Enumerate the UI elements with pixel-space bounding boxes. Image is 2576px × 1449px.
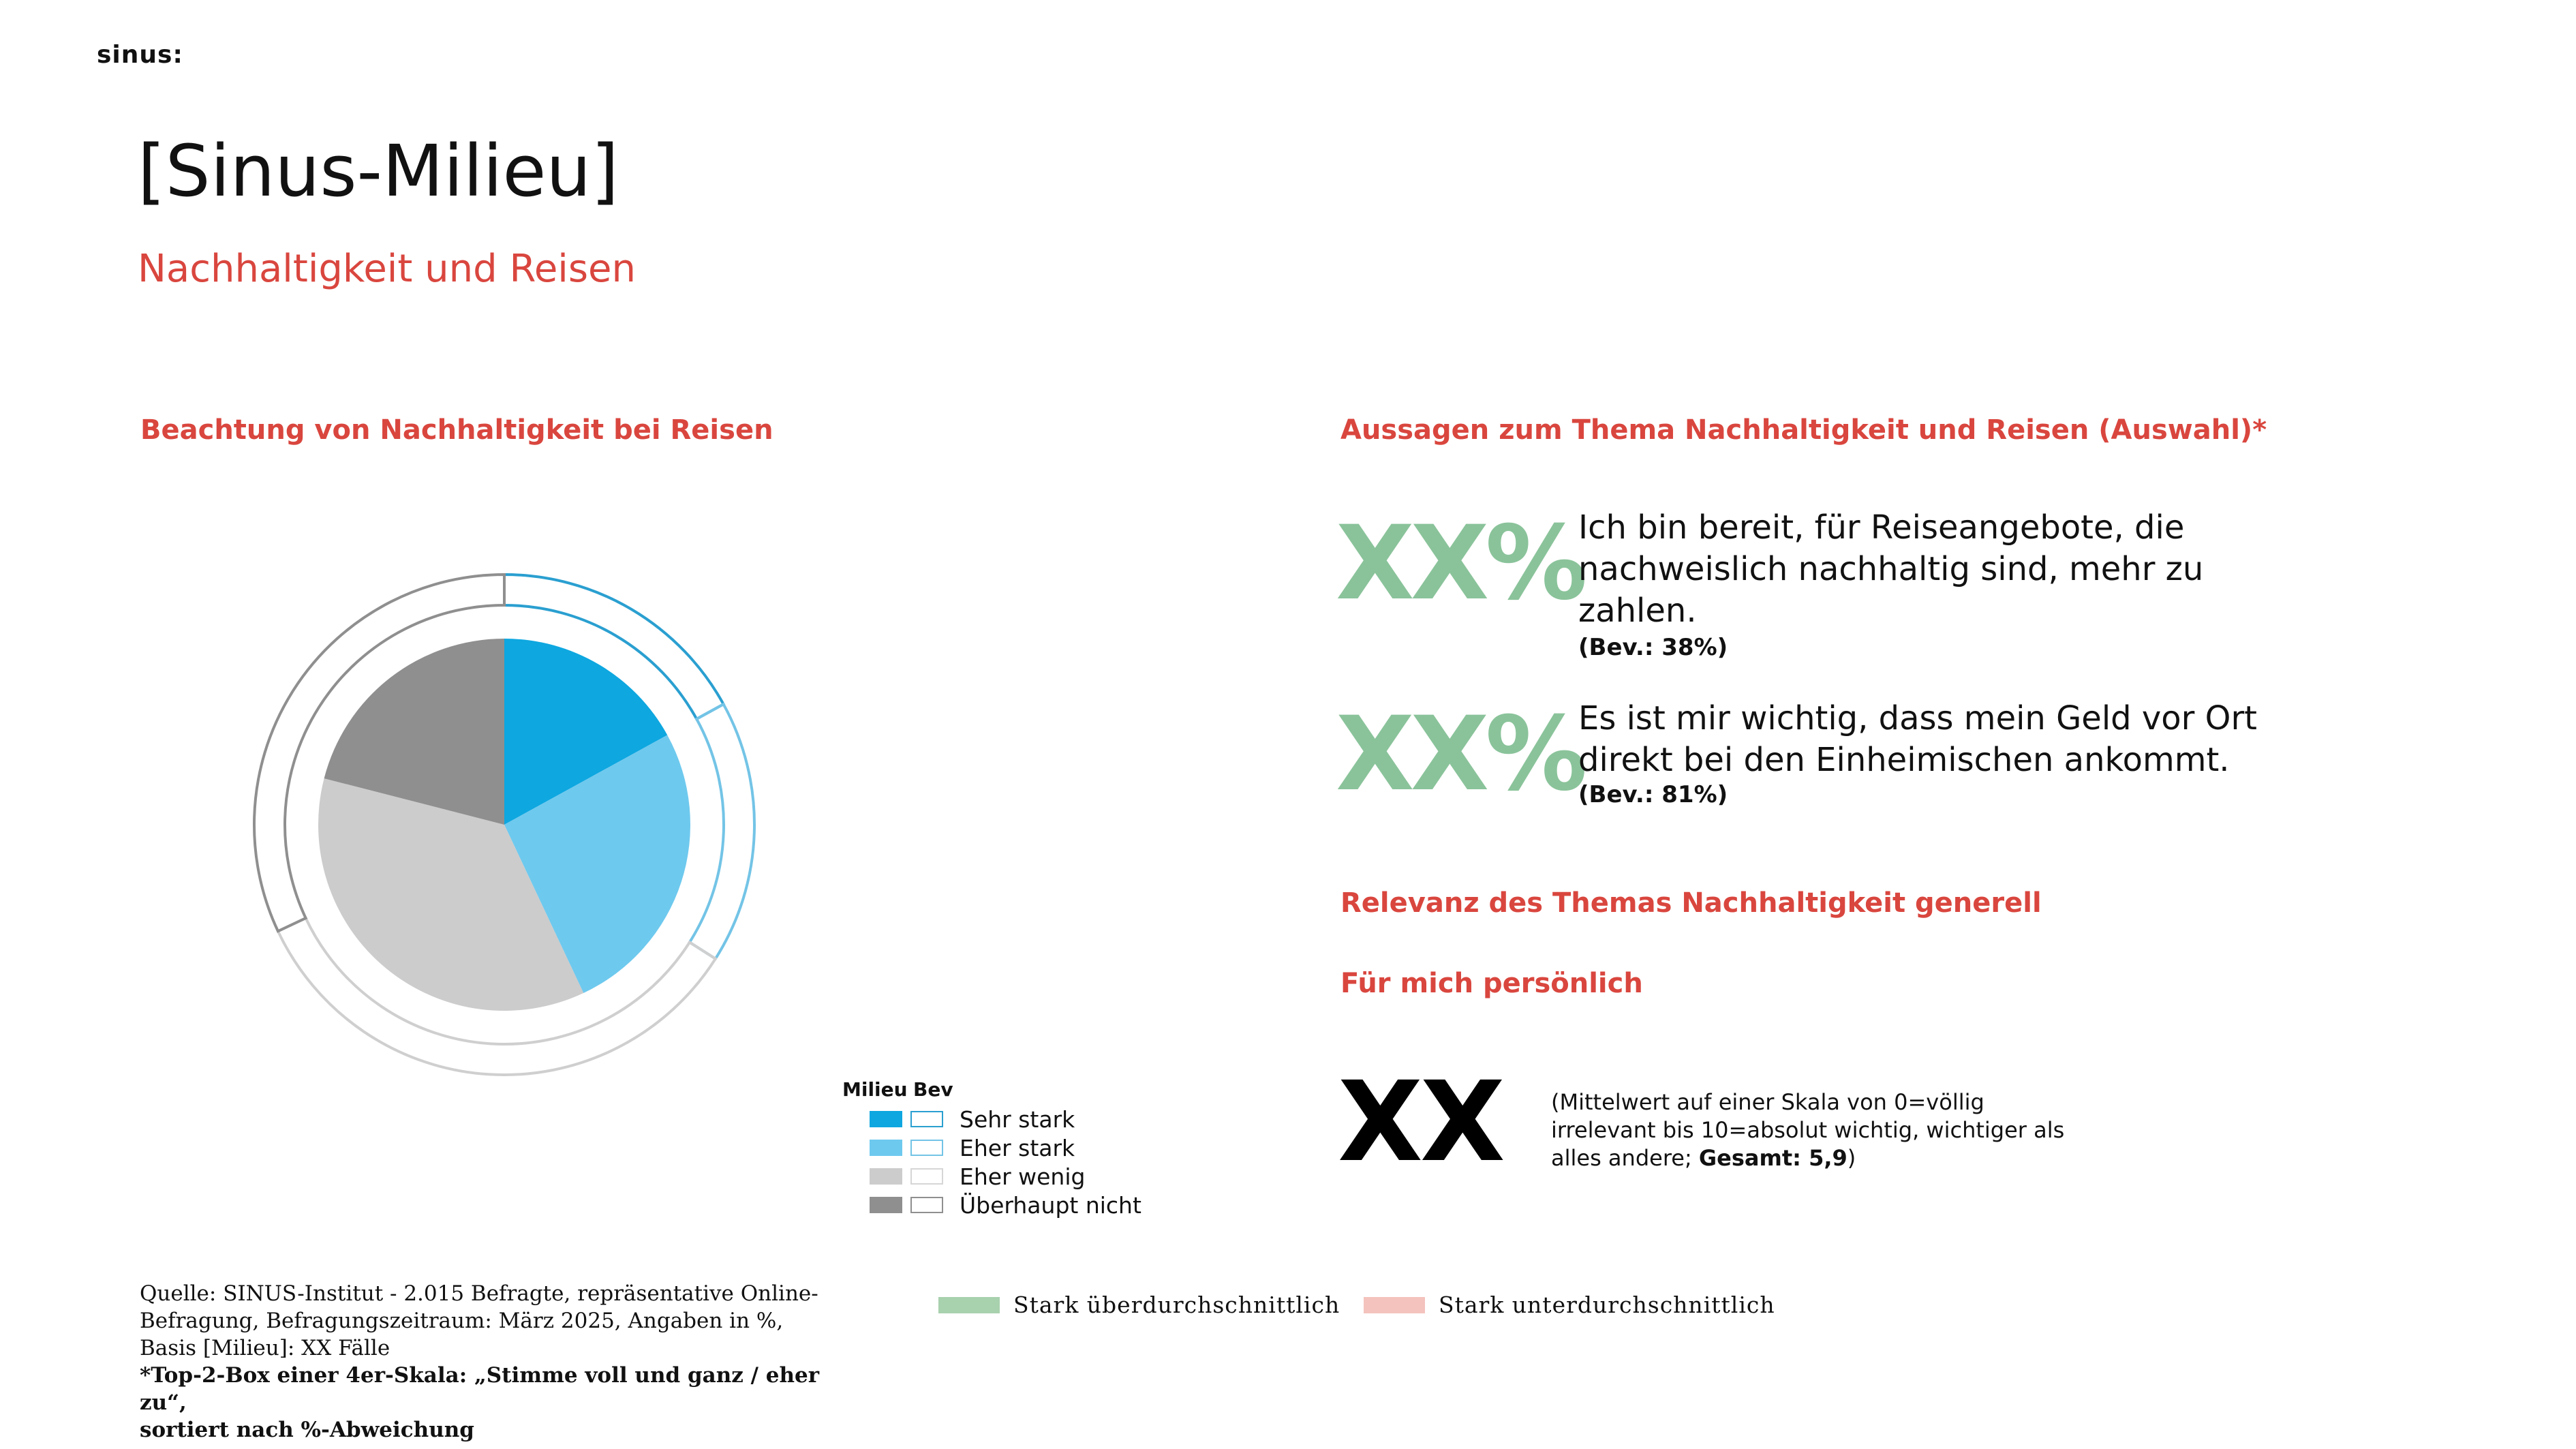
- significance-below: [1364, 1292, 1775, 1318]
- footnote-line: sortiert nach %-Abweichung: [140, 1418, 474, 1442]
- ring-segment-1: [690, 704, 754, 958]
- legend-header-milieu: Milieu: [842, 1078, 908, 1101]
- sinus-logo: sinus:: [97, 41, 183, 69]
- legend-item-ueberhaupt-nicht: [870, 1191, 1141, 1219]
- statement-1-text: Ich bin bereit, für Reiseangebote, die nachweislich nachhaltig sind, mehr zu zahlen.: [1578, 508, 2204, 630]
- significance-above-swatch: [938, 1297, 1000, 1313]
- legend-swatch-bev: [910, 1197, 943, 1213]
- legend-swatch-milieu: [870, 1111, 902, 1127]
- source-line: Quelle: SINUS-Institut - 2.015 Befragte, repräsentative Online-: [140, 1281, 818, 1306]
- source-line: Befragung, Befragungszeitraum: März 2025, Angaben in %,: [140, 1309, 784, 1333]
- statements-section-title: Aussagen zum Thema Nachhaltigkeit und Reisen (Auswahl)*: [1340, 414, 2267, 446]
- statement-1-value: XX%: [1336, 504, 1584, 623]
- legend-swatch-milieu: [870, 1197, 902, 1213]
- personal-note-text: (Mittelwert auf einer Skala von 0=völlig irrelevant bis 10=absolut wichtig, wichtiger als alles andere;: [1551, 1089, 2065, 1171]
- significance-below-label: Stark unterdurchschnittlich: [1439, 1292, 1775, 1318]
- legend-swatch-milieu: [870, 1168, 902, 1185]
- legend-item-eher-wenig: [870, 1163, 1086, 1190]
- chart-section-title: Beachtung von Nachhaltigkeit bei Reisen: [140, 414, 773, 446]
- legend-swatch-bev: [910, 1140, 943, 1156]
- statement-2-bev: (Bev.: 81%): [1578, 781, 1728, 808]
- legend-label: Eher stark: [960, 1134, 1075, 1161]
- legend-item-sehr-stark: [870, 1105, 1075, 1133]
- legend-swatch-bev: [910, 1111, 943, 1127]
- relevance-title: Relevanz des Themas Nachhaltigkeit generell: [1340, 887, 2042, 919]
- legend-item-eher-stark: [870, 1134, 1075, 1161]
- legend-header-bev: Bev: [913, 1078, 953, 1101]
- pie-chart: [225, 545, 784, 1104]
- personal-note-total: Gesamt: 5,9: [1698, 1145, 1847, 1171]
- personal-note-close: ): [1847, 1145, 1856, 1171]
- statement-2-text: Es ist mir wichtig, dass mein Geld vor Ort direkt bei den Einheimischen ankommt.: [1578, 699, 2257, 779]
- statement-2-value: XX%: [1336, 695, 1584, 814]
- personal-title: Für mich persönlich: [1340, 968, 1643, 999]
- legend-label: Eher wenig: [960, 1163, 1086, 1190]
- source-line: Basis [Milieu]: XX Fälle: [140, 1336, 390, 1360]
- personal-value: XX: [1338, 1058, 1503, 1187]
- significance-above-label: Stark überdurchschnittlich: [1013, 1292, 1340, 1318]
- legend-swatch-milieu: [870, 1140, 902, 1156]
- significance-below-swatch: [1364, 1297, 1425, 1313]
- legend-label: Sehr stark: [960, 1105, 1075, 1133]
- personal-note: [1551, 1088, 2069, 1172]
- source-note: [140, 1280, 848, 1444]
- statement-1-bev: (Bev.: 38%): [1578, 634, 1728, 661]
- significance-above: [938, 1292, 1340, 1318]
- page-title: [Sinus-Milieu]: [138, 129, 619, 213]
- legend-label: Überhaupt nicht: [960, 1191, 1141, 1219]
- footnote-line: *Top-2-Box einer 4er-Skala: „Stimme voll und ganz / eher zu“,: [140, 1363, 820, 1415]
- page-subtitle: Nachhaltigkeit und Reisen: [138, 247, 636, 291]
- legend-swatch-bev: [910, 1168, 943, 1185]
